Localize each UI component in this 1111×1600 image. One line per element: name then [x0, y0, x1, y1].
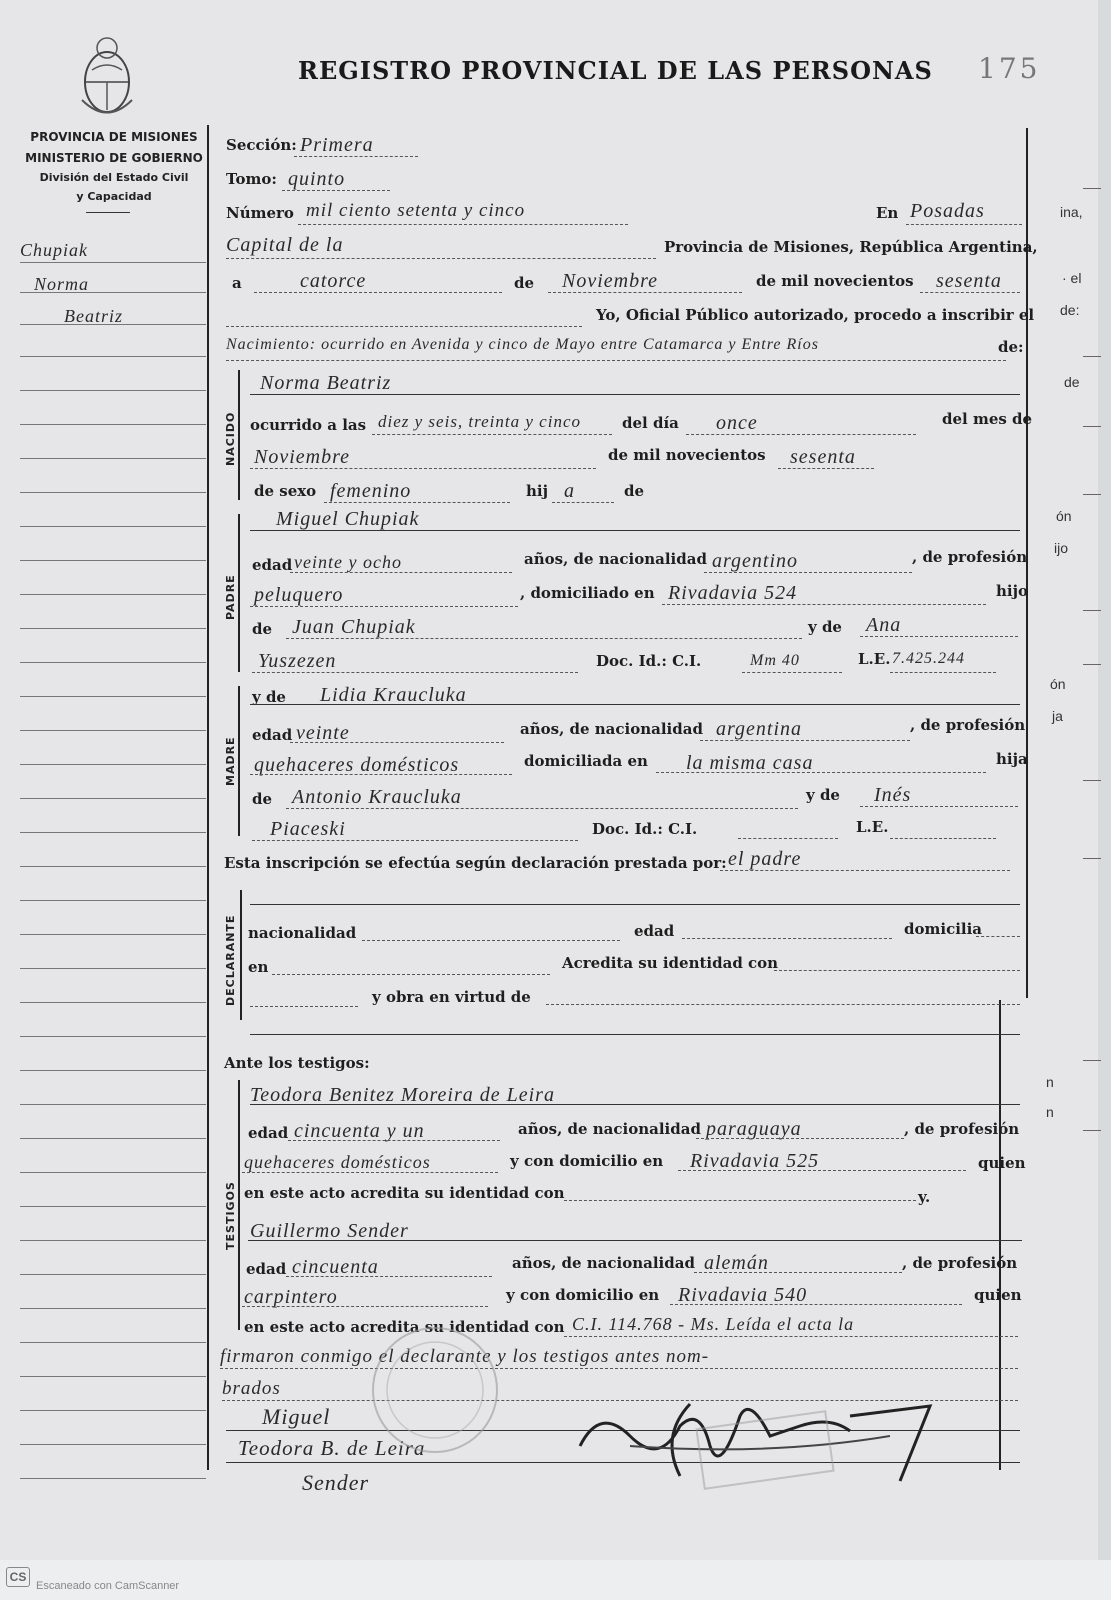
value-testigo2-edad: cincuenta [292, 1256, 379, 1278]
value-testigo1-nacionalidad: paraguaya [706, 1118, 802, 1140]
label-profesion-madre: , de profesión [910, 716, 1026, 734]
value-abuela-materna-2: Piaceski [270, 818, 346, 840]
label-acredita: Acredita su identidad con [562, 954, 779, 972]
value-abuela-materna-1: Inés [874, 784, 912, 806]
value-mes-inscripcion: Noviembre [562, 270, 659, 292]
value-mes-nac: Noviembre [254, 446, 351, 468]
margin-note-name1: Norma [34, 274, 90, 294]
value-padre-le: 7.425.244 [892, 650, 965, 667]
label-de-mil: de mil novecientos [756, 272, 914, 290]
margin-note-surname: Chupiak [20, 240, 88, 260]
label-domiciliado-en: , domiciliado en [520, 584, 655, 602]
value-nacido-nombre: Norma Beatriz [260, 372, 392, 394]
label-y-de-padre: y de [808, 618, 842, 636]
label-edad-madre: edad [252, 726, 293, 744]
label-domicilia: domicilia [904, 920, 983, 938]
label-y-dot: y. [918, 1188, 931, 1206]
value-cierre-1: C.I. 114.768 - Ms. Leída el acta la [572, 1314, 855, 1334]
left-rule [207, 125, 209, 1470]
org-block [22, 126, 206, 206]
label-esta-inscripcion: Esta inscripción se efectúa según declaración prestada por: [224, 854, 727, 872]
value-anio-inscripcion: sesenta [936, 270, 1002, 292]
label-profesion-testigo2: , de profesión [902, 1254, 1018, 1272]
label-profesion-testigo1: , de profesión [904, 1120, 1020, 1138]
scanner-caption: Escaneado con CamScanner [36, 1580, 180, 1592]
value-madre-nombre: Lidia Kraucluka [320, 684, 467, 706]
label-de-madre: de [252, 790, 273, 808]
label-ante-testigos: Ante los testigos: [224, 1054, 370, 1072]
label-yo-oficial: Yo, Oficial Público autorizado, procedo a inscribir el [596, 306, 1035, 324]
value-numero: mil ciento setenta y cinco [306, 200, 526, 221]
madre-bracket [238, 686, 240, 836]
tag-padre: PADRE [224, 574, 237, 620]
label-anos-nac-testigo1: años, de nacionalidad [518, 1120, 701, 1138]
value-abuelo-materno: Antonio Kraucluka [292, 786, 462, 808]
value-madre-domicilio: la misma casa [686, 752, 814, 774]
label-edad-testigo1: edad [248, 1124, 289, 1142]
label-quien-testigo1: quien [978, 1154, 1026, 1172]
value-testigo2-domicilio: Rivadavia 540 [678, 1284, 808, 1306]
tag-madre: MADRE [224, 736, 237, 786]
label-de-colon: de: [998, 338, 1024, 356]
value-testigo1-edad: cincuenta y un [294, 1120, 425, 1142]
label-en: En [876, 204, 899, 222]
label-doc-id-padre: Doc. Id.: C.I. [596, 652, 702, 670]
value-seccion: Primera [300, 134, 374, 156]
label-a: a [232, 274, 242, 292]
label-edad-padre: edad [252, 556, 293, 574]
label-y-de-madre2: y de [806, 786, 840, 804]
tag-declarante: DECLARANTE [224, 914, 237, 1006]
label-domicilio-testigo2: y con domicilio en [506, 1286, 660, 1304]
tag-testigos: TESTIGOS [224, 1181, 237, 1250]
value-en: Posadas [910, 200, 985, 222]
document-title: REGISTRO PROVINCIAL DE LAS PERSONAS [298, 56, 933, 85]
value-dia-nac: once [716, 412, 758, 434]
value-testigo2-profesion: carpintero [244, 1286, 338, 1308]
label-provincia: Provincia de Misiones, República Argentina, [664, 238, 1038, 256]
value-dia-inscripcion: catorce [300, 270, 367, 292]
label-profesion-padre: , de profesión [912, 548, 1028, 566]
label-y-obra: y obra en virtud de [372, 988, 531, 1006]
org-province: PROVINCIA DE MISIONES [30, 130, 198, 144]
value-madre-profesion: quehaceres domésticos [254, 754, 460, 776]
signature-witness2: Sender [302, 1470, 370, 1495]
label-tomo: Tomo: [226, 170, 277, 188]
value-abuela-paterna-1: Ana [866, 614, 902, 636]
value-testigo2-nacionalidad: alemán [704, 1252, 769, 1274]
value-madre-nacionalidad: argentina [716, 718, 803, 740]
value-padre-ci: Mm 40 [750, 652, 800, 669]
nacido-bracket [238, 370, 240, 500]
value-padre-edad: veinte y ocho [294, 552, 402, 572]
label-de-padre: de [252, 620, 273, 638]
label-de-sexo: de sexo [254, 482, 317, 500]
label-y-de-madre: y de [252, 688, 286, 706]
label-ocurrido: ocurrido a las [250, 416, 367, 434]
tag-nacido: NACIDO [224, 411, 237, 466]
value-sexo: femenino [330, 480, 412, 502]
label-edad-declarante: edad [634, 922, 675, 940]
label-de: de [514, 274, 535, 292]
label-domicilio-testigo1: y con domicilio en [510, 1152, 664, 1170]
label-le-padre: L.E. [858, 650, 891, 668]
signature-witness1: Teodora B. de Leira [238, 1436, 426, 1460]
testigos-bracket [238, 1080, 240, 1330]
value-capital: Capital de la [226, 234, 344, 256]
margin-note-name2: Beatriz [64, 306, 123, 326]
value-testigo1-domicilio: Rivadavia 525 [690, 1150, 820, 1172]
value-acta-tipo: Nacimiento: ocurrido en Avenida y cinco de Mayo entre Catamarca y Entre Ríos [226, 336, 819, 353]
value-tomo: quinto [288, 168, 346, 190]
label-anos-nac-testigo2: años, de nacionalidad [512, 1254, 695, 1272]
label-de-mil2: de mil novecientos [608, 446, 766, 464]
value-padre-domicilio: Rivadavia 524 [668, 582, 798, 604]
rectangular-stamp-icon [690, 1410, 840, 1490]
value-cierre-2: firmaron conmigo el declarante y los testigos antes nom- [220, 1346, 710, 1367]
label-acredita-testigo1: en este acto acredita su identidad con [244, 1184, 565, 1202]
label-acredita-testigo2: en este acto acredita su identidad con [244, 1318, 565, 1336]
label-hija: hija [996, 750, 1028, 768]
value-cierre-3: brados [222, 1378, 281, 1399]
value-hij-suffix: a [564, 480, 575, 502]
value-testigo2-nombre: Guillermo Sender [250, 1220, 409, 1242]
org-ministry: MINISTERIO DE GOBIERNO [25, 151, 203, 165]
label-nacionalidad-declarante: nacionalidad [248, 924, 357, 942]
value-madre-edad: veinte [296, 722, 350, 744]
label-le-madre: L.E. [856, 818, 889, 836]
camscanner-logo-icon: CS [6, 1567, 30, 1587]
label-doc-id-madre: Doc. Id.: C.I. [592, 820, 698, 838]
registry-page: REGISTRO PROVINCIAL DE LAS PERSONAS 175 PROVINCIA DE MISIONES MINISTERIO DE GOBIERNO División del Estado Civil y Capacidad Chupiak Norma Beatriz ina, · el de: de ón ijo ón ja n n Sección: Primera Tomo: quinto Número mil ciento setenta y cinco En Posadas Capital de la Provincia de Misiones, República Argentina, a catorce de Noviembre de mil novecientos sesenta Yo, Oficial Público autorizado, procedo a inscribir el Nacimiento: ocurrido en Avenida y cinco de Mayo entre Catamarca y Entre Ríos de: NACIDO Norma Beatriz ocurrido a las diez y seis, treinta y cinco del día once del mes de Noviembre de mil novecientos sesenta de sexo femenino hij a de PADRE Miguel Chupiak edad veinte y ocho años, de nacionalidad argentino , de profesión peluquero , domiciliado en Rivadavia 524 hijo de Juan Chupiak y de Ana Yuszezen Doc. Id.: C.I. Mm 40 L.E. 7.425.244 MADRE y de Lidia Kraucluka edad veinte años, de nacionalidad argentina , de profesión quehaceres domésticos domiciliada en la misma casa hija de Antonio Kraucluka y de Inés Piaceski Doc. Id.: C.I. L.E. Esta inscripción se efectúa según declaración prestada por: el padre DECLARANTE nacionalidad edad domicilia en Acredita su identidad con y obra en virtud de Ante los testigos: TESTIGOS Teodora Benitez Moreira de Leira edad cincuenta y un años, de nacionalidad paraguaya , de profesión quehaceres domésticos y con domicilio en Rivadavia 525 quien en este acto acredita su identidad con y. Guillermo Sender edad cincuenta años, de nacionalidad alemán , de profesión carpintero y con domicilio en Rivadavia 540 quien en este acto acredita su identidad con C.I. 114.768 - Ms. Leída el acta la firmaron conmigo el declarante y los testigos antes nom- brados Miguel Teodora B. de Leira Sender [0, 0, 1098, 1560]
label-hijo: hijo [996, 582, 1029, 600]
signature-father: Miguel [262, 1404, 331, 1429]
value-declarante: el padre [728, 848, 802, 870]
label-hij: hij [526, 482, 549, 500]
label-de2: de [624, 482, 645, 500]
value-abuelo-paterno: Juan Chupiak [292, 616, 416, 638]
folio-number: 175 [978, 52, 1041, 85]
org-capacity: y Capacidad [76, 190, 152, 203]
label-numero: Número [226, 204, 294, 222]
label-edad-testigo2: edad [246, 1260, 287, 1278]
declarante-bracket [240, 890, 242, 1020]
label-anos-nac-madre: años, de nacionalidad [520, 720, 703, 738]
value-padre-nacionalidad: argentino [712, 550, 799, 572]
label-anos-nac-padre: años, de nacionalidad [524, 550, 707, 568]
label-del-dia: del día [622, 414, 679, 432]
value-testigo1-profesion: quehaceres domésticos [244, 1152, 431, 1172]
value-anio-nac: sesenta [790, 446, 856, 468]
coat-of-arms-icon [72, 30, 142, 126]
label-seccion: Sección: [226, 136, 297, 154]
org-underline [86, 212, 130, 213]
label-domiciliada-en: domiciliada en [524, 752, 648, 770]
value-hora: diez y seis, treinta y cinco [378, 412, 581, 431]
value-padre-profesion: peluquero [254, 584, 344, 606]
label-quien-testigo2: quien [974, 1286, 1022, 1304]
value-testigo1-nombre: Teodora Benitez Moreira de Leira [250, 1084, 555, 1106]
label-del-mes: del mes de [942, 410, 1033, 428]
value-padre-nombre: Miguel Chupiak [276, 508, 420, 530]
round-stamp-icon [370, 1290, 500, 1490]
label-en-declarante: en [248, 958, 269, 976]
padre-bracket [238, 514, 240, 672]
org-division: División del Estado Civil [39, 171, 189, 184]
value-abuela-paterna-2: Yuszezen [258, 650, 337, 672]
